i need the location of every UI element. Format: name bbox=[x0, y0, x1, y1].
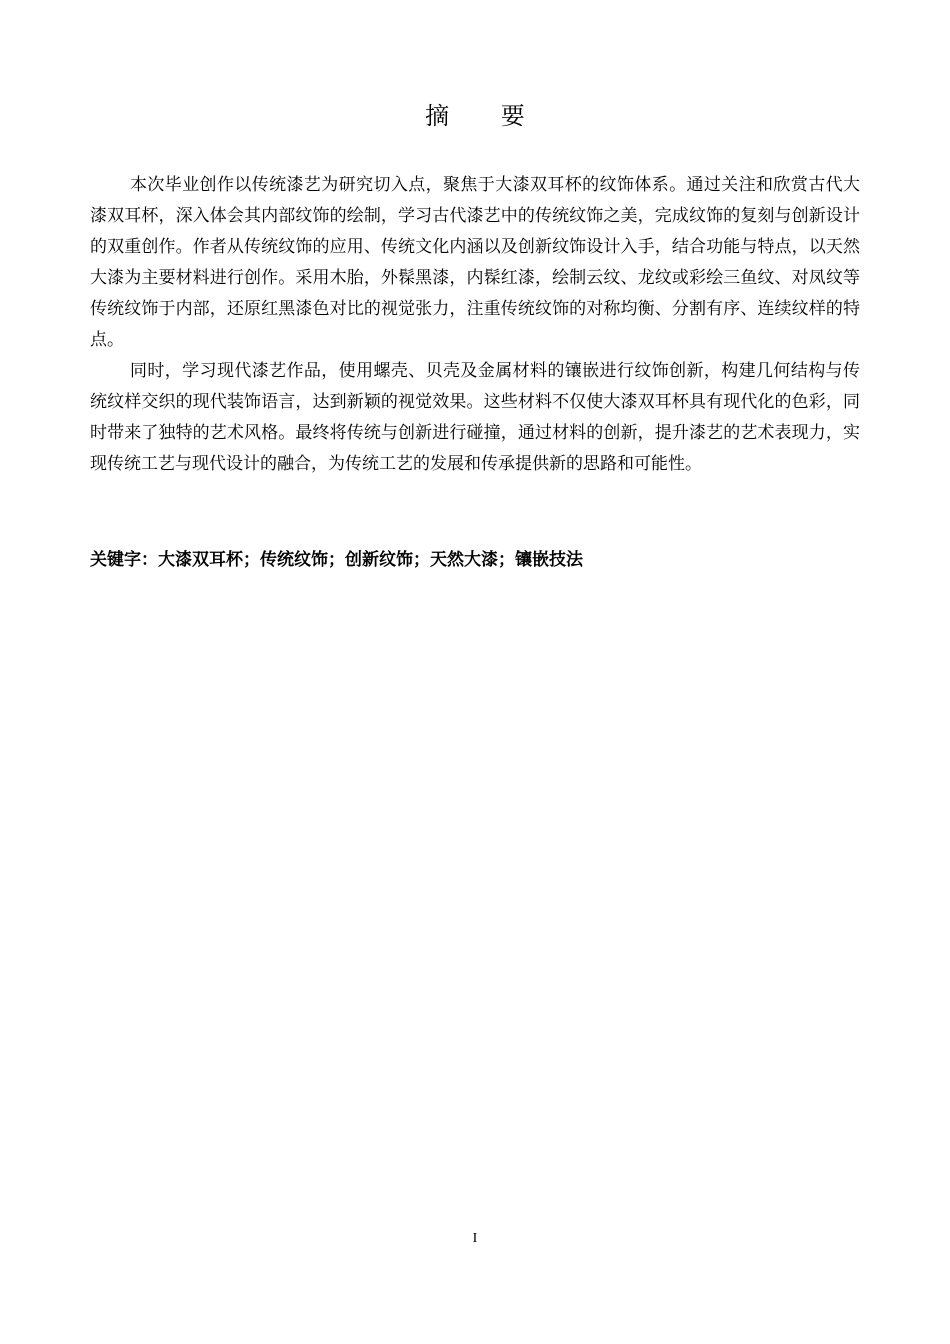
page-number: I bbox=[472, 1231, 478, 1246]
abstract-paragraph-1: 本次毕业创作以传统漆艺为研究切入点，聚焦于大漆双耳杯的纹饰体系。通过关注和欣赏古代大漆双耳杯，深入体会其内部纹饰的绘制，学习古代漆艺中的传统纹饰之美，完成纹饰的复刻与创新设计的双重创作。作者从传统纹饰的应用、传统文化内涵以及创新纹饰设计入手，结合功能与特点，以天然大漆为主要材料进行创作。采用木胎，外髹黑漆，内髹红漆，绘制云纹、龙纹或彩绘三鱼纹、对凤纹等传统纹饰于内部，还原红黑漆色对比的视觉张力，注重传统纹饰的对称均衡、分割有序、连续纹样的特点。 bbox=[90, 175, 860, 350]
abstract-paragraph-2: 同时，学习现代漆艺作品，使用螺壳、贝壳及金属材料的镶嵌进行纹饰创新，构建几何结构与传统纹样交织的现代装饰语言，达到新颖的视觉效果。这些材料不仅使大漆双耳杯具有现代化的色彩，同时带来了独特的艺术风格。最终将传统与创新进行碰撞，通过材料的创新，提升漆艺的艺术表现力，实现传统工艺与现代设计的融合，为传统工艺的发展和传承提供新的思路和可能性。 bbox=[90, 361, 860, 474]
keywords-line: 关键字：大漆双耳杯；传统纹饰；创新纹饰；天然大漆；镶嵌技法 bbox=[90, 550, 583, 570]
abstract-body bbox=[90, 170, 860, 480]
abstract-title: 摘 要 bbox=[425, 102, 547, 130]
